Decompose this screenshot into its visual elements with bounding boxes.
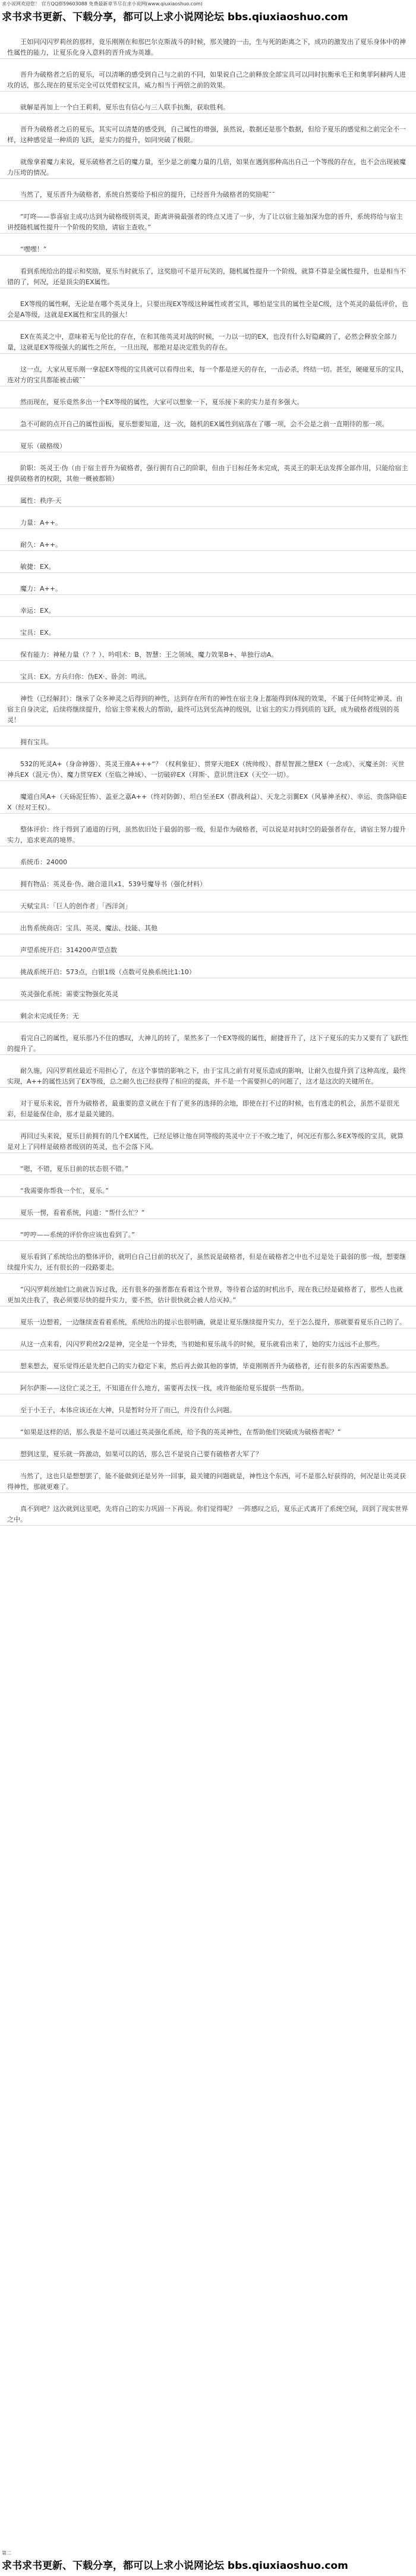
chapter-paragraph: 夏乐（破格级）: [0, 441, 416, 452]
chapter-paragraph: 剩余未完成任务：无: [0, 1011, 416, 1022]
chapter-paragraph: 声望系统开启：314200声望点数: [0, 945, 416, 956]
chapter-paragraph: 魔道白风A+（天砀泥狂怖）、盖亚之嘉A++（终对防御）、坦白至圣EX（群战利益）、天龙之羽翼EX（风暴神圣权）、幸运、贵落降临EX（经对王权）。: [0, 792, 416, 814]
chapter-paragraph: 幸运：EX。: [0, 606, 416, 617]
chapter-paragraph: 晋升为破格者之后的夏乐，可以清晰的感受到自己与之前的不同，如果说自己之前释放全部宝具可以同时抗衡承毛王和奥菲阿赫两人进攻的话，那么现在的夏乐完全可以凭借权宝具，威力相当于两倍之前的效果。: [0, 70, 416, 92]
chapter-paragraph: “我需要你帮我一个忙，夏乐。”: [0, 1186, 416, 1197]
chapter-paragraph: 阶职：英灵王·伪（由于宿主晋升为破格者，强行拥有自己的阶职，但由于目标任务未完成，英灵王的职无法发挥全部作用，只能给宿主提供破格者的权限，其他一概被都锁）: [0, 463, 416, 485]
chapter-paragraph: “如果是这样的话，那么我是不是可以通过英灵强化系统，给予我的英灵神性，在帮助他们突破成为破格者呢？”: [0, 1427, 416, 1438]
chapter-paragraph: 天赋宝具：「巨人的创作者」「西洋剑」: [0, 901, 416, 912]
chapter-paragraph: 出售系统商店：宝具、英灵、魔法、技能、其他: [0, 923, 416, 934]
chapter-paragraph: 就像拿着魔力来说，夏乐破格者之后的魔力量，至少是之前魔力量的几倍，如果在遇到那种高出自己一个等级的存在，也不会出现被魔力压垮的情况。: [0, 157, 416, 179]
chapter-paragraph: 夏乐一愣，看着系统，问道：“帮什么忙？”: [0, 1208, 416, 1219]
chapter-paragraph: 系统币：24000: [0, 857, 416, 868]
chapter-paragraph: 神性（已经解封）：继承了众多神灵之后得到的神性，达到存在所有的神性在宿主身上都能得到体现的效果，不属于任何特定神灵、由宿主自身决定，后续将继续提升，给宿主带来极大的帮助，最终可达到至高神的级别，让宿主的实力得到质的飞跃，成为破格者级别的英灵！: [0, 694, 416, 726]
chapter-paragraph: “哼哼——系统的评价你应该也看到了。”: [0, 1230, 416, 1241]
chapter-paragraph: 英灵强化系统：需要宝物强化英灵: [0, 989, 416, 1000]
site-notice: 求小说网欢迎您！ 官方QQ群59603088 免费最新章节尽在求小说网(www.qiuxiaoshuo.com): [2, 1, 203, 7]
chapter-paragraph: 宝具：EX。: [0, 628, 416, 639]
chapter-paragraph: 整体评价：终于得到了通道的行列，虽然依旧处于最弱的那一级，但是作为破格者，可以说是对抗时空的最强者存在，请宿主努力提升实力，追求更高的境界。: [0, 824, 416, 846]
chapter-paragraph: 拥有宝具。: [0, 737, 416, 748]
chapter-paragraph: 夏乐看到了系统给出的整体评价，就明白自己目前的状况了，虽然说是破格者，但是在破格者之中也不过是处于最弱的那一级，想要继续提升实力，还有很长的一段路要走。: [0, 1252, 416, 1274]
site-banner-footer[interactable]: 求书求书更新、下载分享，都可以上求小说网论坛 bbs.qiuxiaoshuo.com: [2, 2560, 348, 2572]
chapter-paragraph: 夏乐一边想着，一边继续查看着系统，系统给出的提示也很明确，就是让夏乐继续提升实力，至于怎么提升，那就要看夏乐自己的了。: [0, 1317, 416, 1328]
chapter-paragraph: 当然了，夏乐晋升为破格者，系统自然要给予相应的提升，已经晋升为破格者的奖励呢¯¯: [0, 190, 416, 201]
chapter-paragraph: 至于小王子，本体应该还在大神，只是暂时分开了而已，并没有什么问题。: [0, 1405, 416, 1416]
chapter-paragraph: 晋升为破格者之后的夏乐，其实可以清楚的感受到，自己属性的增强，虽然说，数据还是那个数据，但给予夏乐的感觉和之前完全不一样，这种感觉是一种质的飞跃，是实力的提升，如同突破了极限。: [0, 124, 416, 146]
chapter-paragraph: 属性：秩序·天: [0, 496, 416, 507]
chapter-paragraph: 敏捷：EX。: [0, 562, 416, 573]
chapter-paragraph: 当然了，这也只是想想罢了，能不能做到还是另外一回事，最关键的问题就是，神性这个东西，可不是那么好获得的，何况是让英灵获得神性，那就更难了。: [0, 1471, 416, 1493]
chapter-paragraph: 就解是再加上一个白王莉莉，夏乐也有信心与三人联手抗衡，获取胜利。: [0, 102, 416, 114]
chapter-paragraph: 耐久：A++。: [0, 540, 416, 551]
chapter-paragraph: 拥有物品：英灵卷·伪、融合道具x1、539号魔导书（强化材料）: [0, 879, 416, 890]
chapter-paragraph: “叮咚——恭喜宿主成功达到为破格级别英灵，距离讲骑最强者的终点又进了一步，为了让以宿主能加深为您的晋升，系统将给与宿主讲授随机属性提升一个阶级的奖励，请宿主查收。”: [0, 212, 416, 234]
chapter-paragraph: 阿尔萨斯——这位亡灵之王，不知道在什么地方，需要再去找一找，或许他能给夏乐提供一些帮助。: [0, 1383, 416, 1394]
chapter-paragraph: 王如同闪闪罗莉丝的那样，竟乐刚刚在和那巴尔克斯战斗的时候，那关键的一击，生与死的距离之下，成功的激发出了夏乐身体中的神性属性的能力，让夏乐化身入意料的晋升成为英雄。: [0, 37, 416, 59]
chapter-paragraph: 这一点，大家从夏乐刚一拿起EX等级的宝具就可以看得出来，每一个都是逆天的存在，一击必杀，终结一切。甚至，硬碰夏乐的宝具，连对方的宝具都能被击破¯¯: [0, 364, 416, 386]
chapter-paragraph: 想到这里，夏乐就一阵激动，如果可以的话，那么岂不是说自己要有破格者大军了？: [0, 1449, 416, 1460]
chapter-paragraph: 耐久施，闪闪罗莉丝最近不用担心了，在这个事情的影响之下，由于宝具之前有对夏乐造成的影响，让耐久也提升到了这种高度，最终实现，A++的属性达到了EX等级，总之耐久也已经获得了相应的提高，并不是一个需要担心的问题了，这才是这次的关键所在。: [0, 1066, 416, 1088]
chapter-paragraph: 看完自己的属性，夏乐那乃不住的感叹，大神儿的转了，果然多了一个EX等级的属性，耐捷晋升了，这下子夏乐的实力又要有了飞跃性的提升了。: [0, 1033, 416, 1055]
chapter-paragraph: “嗯，不错，夏乐目前的状态很不错。”: [0, 1164, 416, 1175]
chapter-paragraph: 挑战系统开启：573点，白银1级（点数可兑换系统比1:10）: [0, 967, 416, 978]
chapter-paragraph: 真不到吧？这次就到这里吧，先将自己的实力巩固一下再说。你们觉得呢？ 一阵感叹之后，夏乐正式离开了系统空间，回到了现实世界之中。: [0, 1504, 416, 1526]
chapter-paragraph: 然而现在，夏乐竟然多出一个EX等级的属性，大家可以想象一下，夏乐接下来的实力是有多强大。: [0, 397, 416, 408]
chapter-paragraph: 急不可耐的点开自己的属性面板，夏乐想要知道，这一次，随机的EX属性到底落在了哪一项，会不会是之前一直期待的那一项。: [0, 419, 416, 430]
chapter-paragraph: 宝具：EX。方兵归你：伪EX·、卧剑：鸣讯。: [0, 672, 416, 683]
chapter-paragraph: “嘿嘿！”: [0, 244, 416, 256]
chapter-paragraph: EX在英灵之中，意味着无与伦比的存在，在和其他英灵对战的时候，一力以一切的EX，也没有什么好隐藏的了，必然会释放全部力量，这就是EX等级强大的属性之所在，一旦出现，那绝对是决定胜负的存在。: [0, 332, 416, 354]
chapter-paragraph: 看到系统给出的提示和奖励，夏乐当时就乐了，这奖励可不是开玩笑的，随机属性提升一个阶级，就算不算是全属性提升，也是相当不错的了，何况，还是顶尖的EX属性。: [0, 266, 416, 288]
chapter-paragraph: 魔力：A++。: [0, 584, 416, 595]
chapter-paragraph: 532的死灵A+（身命神器）、英灵王座A+++“？（权利象征）、贯穿天地EX（统帅级）、群星智源之慧EX（一念成》、灭魔圣剑：灭世神兵EX（混元·伪）、魔力贯穿EX（至临之神域）、一切破碎EX（拜斯·、意识贯注EX（天空·一切）。: [0, 759, 416, 781]
chapter-paragraph: 再回过头来说，夏乐目前拥有的几个EX属性，已经足够让他在同等级的英灵中立于不败之地了，何况还有那么多EX等级的宝具，就算是对上了同样是破格者级别的英灵，也不会落下风。: [0, 1131, 416, 1153]
chapter-paragraph: 对于夏乐来说，晋升为破格者，最重要的意义就在于有了更多的选择的余地，即使在打不过的时候，也有逃走的机会，虽然不是很光彩，但是能保住命，那才是最关键的。: [0, 1098, 416, 1120]
chapter-paragraph: 保有能力：神秘力量（？？）、吟唱术：B、智慧：王之领域、魔力效果B+、单独行动A。: [0, 650, 416, 661]
chapter-content: [0, 37, 416, 2549]
chapter-paragraph: 力量：A++。: [0, 518, 416, 529]
page-footer-mark: 第二: [2, 2550, 11, 2556]
chapter-paragraph: “闪闪罗莉丝她们之前就告诉过我，还有很多的强者都在看着这个世界，等待着合适的时机出手，现在我已经是破格者了，那些人也就更加关注我了，我必须要尽快的提升实力，要不然，估计很快就会被人给灭掉。”: [0, 1284, 416, 1306]
site-banner-title[interactable]: 求书求书更新、下载分享，都可以上求小说网论坛 bbs.qiuxiaoshuo.com: [2, 11, 348, 23]
chapter-paragraph: 想来想去，夏乐觉得还是先把自己的实力稳定下来，然后再去做其他的事情，毕竟刚刚晋升为破格者，还有很多的东西需要熟悉。: [0, 1361, 416, 1372]
chapter-paragraph: EX等级的属性啊，无论是在哪个英灵身上，只要出现EX等级这种属性或者宝具，哪怕是宝具的属性全是C级，这个英灵的最低评价，也会是A等级，这就是EX属性和宝具的强大！: [0, 299, 416, 321]
chapter-paragraph: 从这一点来看，闪闪罗莉丝2/2是神，完全是一个异类，当初她和夏乐战斗的时候，夏乐就看出来了，她的实力远远不止那些。: [0, 1339, 416, 1350]
